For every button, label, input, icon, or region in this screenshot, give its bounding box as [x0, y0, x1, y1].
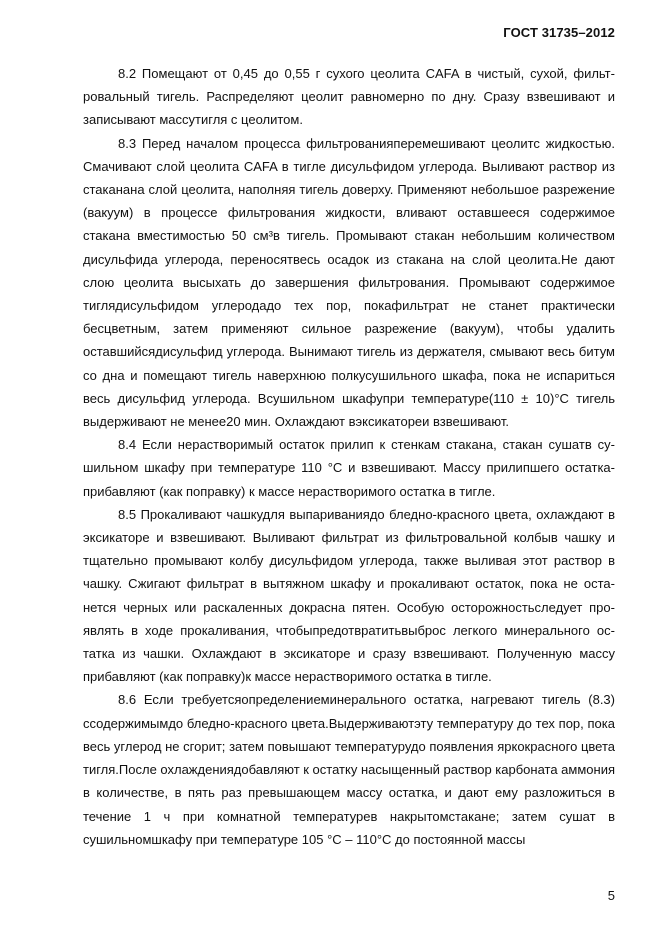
paragraph-8-6: 8.6 Если требуетсяопределениеминерального остатка, нагревают тигель (8.3) ссодержимымдо бледно-красного цвета.Выдерживаютэту температуру до тех пор, пока весь углерод не сгорит; затем повышают температурудо появления яркокрасного цвета тигля.После охлаждениядобавляют к остатку насыщенный раствор карбоната аммония в количестве, в пять раз превышающем массу остатка, и дают ему разложиться в течение 1 ч при комнатной температурев накрытомстакане; затем сушат в сушильномшкафу при температуре 105 °С – 110°С до постоянной массы — [83, 692, 615, 847]
paragraph-8-4: 8.4 Если нерастворимый остаток прилип к стенкам стакана, стакан сушатв сушильном шкафу при температуре 110 °С и взвешивают. Массу прилипшего остаткаприбавляют (как поправку) к массе нерастворимого остатка в тигле. — [83, 437, 615, 499]
paragraph-8-3: 8.3 Перед началом процесса фильтрованияперемешивают цеолитс жидкостью. Смачивают слой цеолита CAFA в тигле дисульфидом углерода. Выливают раствор из стаканана слой цеолита, наполняя тигель доверху. Применяют небольшое разрежение (вакуум) в процессе фильтрования жидкости, вливают оставшееся содержимое стакана вместимостью 50 см³в тигель. Промывают стакан небольшим количеством дисульфида углерода, переносятвесь осадок из стакана на слой цеолита.Не дают слою цеолита высыхать до завершения фильтрования. Промывают содержимое тиглядисульфидом углеродадо тех пор, покафильтрат не станет практически бесцветным, затем применяют сильное разрежение (вакуум), чтобы удалить оставшийсядисульфид углерода. Вынимают тигель из держателя, смывают весь битум со дна и помещают тигель наверхнюю полкусушильного шкафа, пока не испариться весь дисульфид углерода. Всушильном шкафупри температуре(110 ± 10)°С тигель выдерживают не менее20 мин. Охлаждают вэксикатореи взвешивают. — [83, 135, 615, 430]
paragraph-8-2: 8.2 Помещают от 0,45 до 0,55 г сухого цеолита CAFA в чистый, сухой, фильтровальный тигель. Распределяют цеолит равномерно по дну. Сразу взвешивают и записывают массутигля с цеолитом. — [83, 66, 615, 128]
paragraph-8-5: 8.5 Прокаливают чашкудля выпариваниядо бледно-красного цвета, охлаждают в эксикаторе и взвешивают. Выливают фильтрат из фильтровальной колбыв чашку и тщательно промывают колбу дисульфидом углерода, также выливая этот раствор в чашку. Сжигают фильтрат в вытяжном шкафу и прокаливают остаток, пока не останется черных или раскаленных докрасна пятен. Особую осторожностьследует проявлять в ходе прокаливания, чтобыпредотвратитьвыброс легкого минерального остатка из чашки. Охлаждают в эксикаторе и сразу взвешивают. Полученную массу прибавляют (как поправку)к массе нерастворимого остатка в тигле. — [83, 506, 615, 685]
document-header: ГОСТ 31735–2012 — [503, 25, 615, 40]
document-body — [83, 62, 615, 851]
page-number: 5 — [607, 888, 615, 903]
